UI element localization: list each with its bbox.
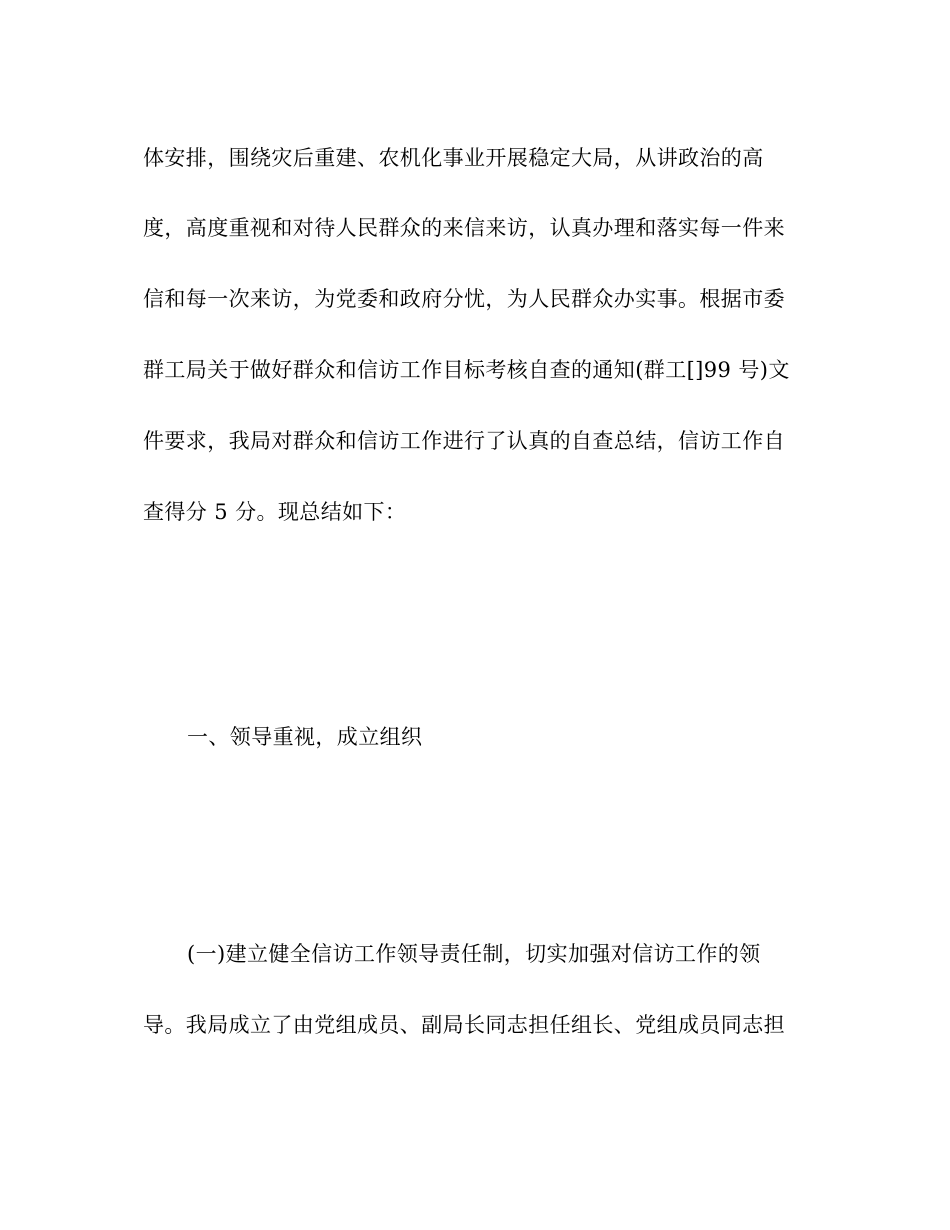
paragraph-line: 群工局关于做好群众和信访工作目标考核自查的通知(群工[]99 号)文 — [143, 358, 790, 382]
section-heading: 一、领导重视，成立组织 — [187, 725, 423, 749]
paragraph-line: 件要求，我局对群众和信访工作进行了认真的自查总结，信访工作自 — [143, 429, 785, 453]
paragraph-line: 信和每一次来访，为党委和政府分忧，为人民群众办实事。根据市委 — [143, 287, 785, 311]
paragraph-line: 导。我局成立了由党组成员、副局长同志担任组长、党组成员同志担 — [143, 1013, 785, 1037]
paragraph-line: 查得分 5 分。现总结如下： — [143, 500, 407, 524]
paragraph-line: 度，高度重视和对待人民群众的来信来访，认真办理和落实每一件来 — [143, 216, 785, 240]
paragraph-line: (一)建立健全信访工作领导责任制，切实加强对信访工作的领 — [187, 942, 761, 966]
paragraph-line: 体安排，围绕灾后重建、农机化事业开展稳定大局，从讲政治的高 — [143, 146, 764, 170]
